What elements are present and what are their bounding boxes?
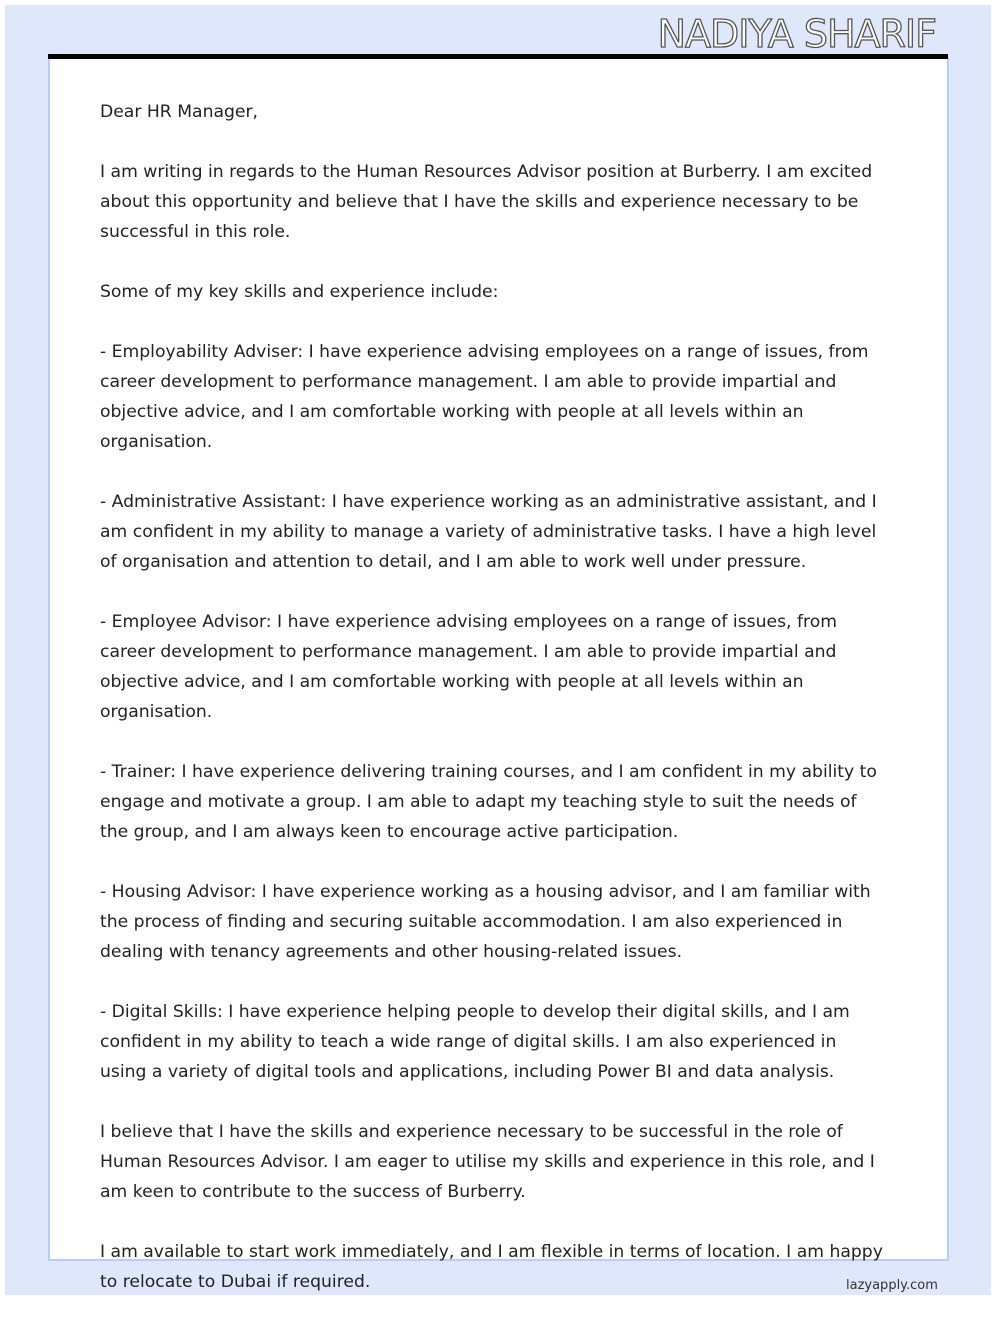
letter-paragraph [100,757,883,847]
letter-paragraph [100,1237,883,1297]
text-line: - Trainer: I have experience delivering training courses, and I am confident in my ability to [100,762,877,782]
applicant-name: NADIYA SHARIF [657,12,936,56]
watermark: lazyapply.com [846,1278,938,1293]
text-line: the group, and I am always keen to encourage active participation. [100,822,679,842]
text-line: - Housing Advisor: I have experience working as a housing advisor, and I am familiar with [100,882,871,902]
letter-paragraph [100,607,883,727]
letter-paragraph [100,487,883,577]
text-line: - Employability Adviser: I have experience advising employees on a range of issues, from [100,342,869,362]
letter-body [100,97,883,1327]
letter-paragraph [100,97,883,127]
letter-paragraph [100,337,883,457]
letter-paragraph [100,157,883,247]
letter-paragraph [100,277,883,307]
text-line: Human Resources Advisor. I am eager to utilise my skills and experience in this role, and I [100,1152,875,1172]
text-line: am keen to contribute to the success of Burberry. [100,1182,526,1202]
text-line: I am writing in regards to the Human Resources Advisor position at Burberry. I am excited [100,162,873,182]
text-line: confident in my ability to teach a wide range of digital skills. I am also experienced in [100,1032,837,1052]
text-line: - Digital Skills: I have experience helping people to develop their digital skills, and I am [100,1002,850,1022]
text-line: organisation. [100,432,213,452]
letter-paragraph [100,1117,883,1207]
text-line: objective advice, and I am comfortable working with people at all levels within an [100,402,804,422]
text-line: using a variety of digital tools and applications, including Power BI and data analysis. [100,1062,835,1082]
text-line: - Employee Advisor: I have experience advising employees on a range of issues, from [100,612,837,632]
text-line: dealing with tenancy agreements and other housing-related issues. [100,942,683,962]
text-line: am confident in my ability to manage a variety of administrative tasks. I have a high level [100,522,877,542]
text-line: objective advice, and I am comfortable working with people at all levels within an [100,672,804,692]
text-line: career development to performance management. I am able to provide impartial and [100,372,837,392]
text-line: I am available to start work immediately, and I am flexible in terms of location. I am happy [100,1242,883,1262]
text-line: Dear HR Manager, [100,102,259,122]
text-line: engage and motivate a group. I am able to adapt my teaching style to suit the needs of [100,792,857,812]
text-line: of organisation and attention to detail, and I am able to work well under pressure. [100,552,807,572]
letter-paragraph [100,877,883,967]
text-line: to relocate to Dubai if required. [100,1272,371,1292]
letter-paragraph [100,997,883,1087]
text-line: - Administrative Assistant: I have experience working as an administrative assistant, and I [100,492,877,512]
text-line: organisation. [100,702,213,722]
text-line: career development to performance management. I am able to provide impartial and [100,642,837,662]
text-line: about this opportunity and believe that I have the skills and experience necessary to be [100,192,859,212]
text-line: successful in this role. [100,222,291,242]
text-line: the process of finding and securing suitable accommodation. I am also experienced in [100,912,843,932]
text-line: Some of my key skills and experience include: [100,282,499,302]
text-line: I believe that I have the skills and experience necessary to be successful in the role of [100,1122,843,1142]
